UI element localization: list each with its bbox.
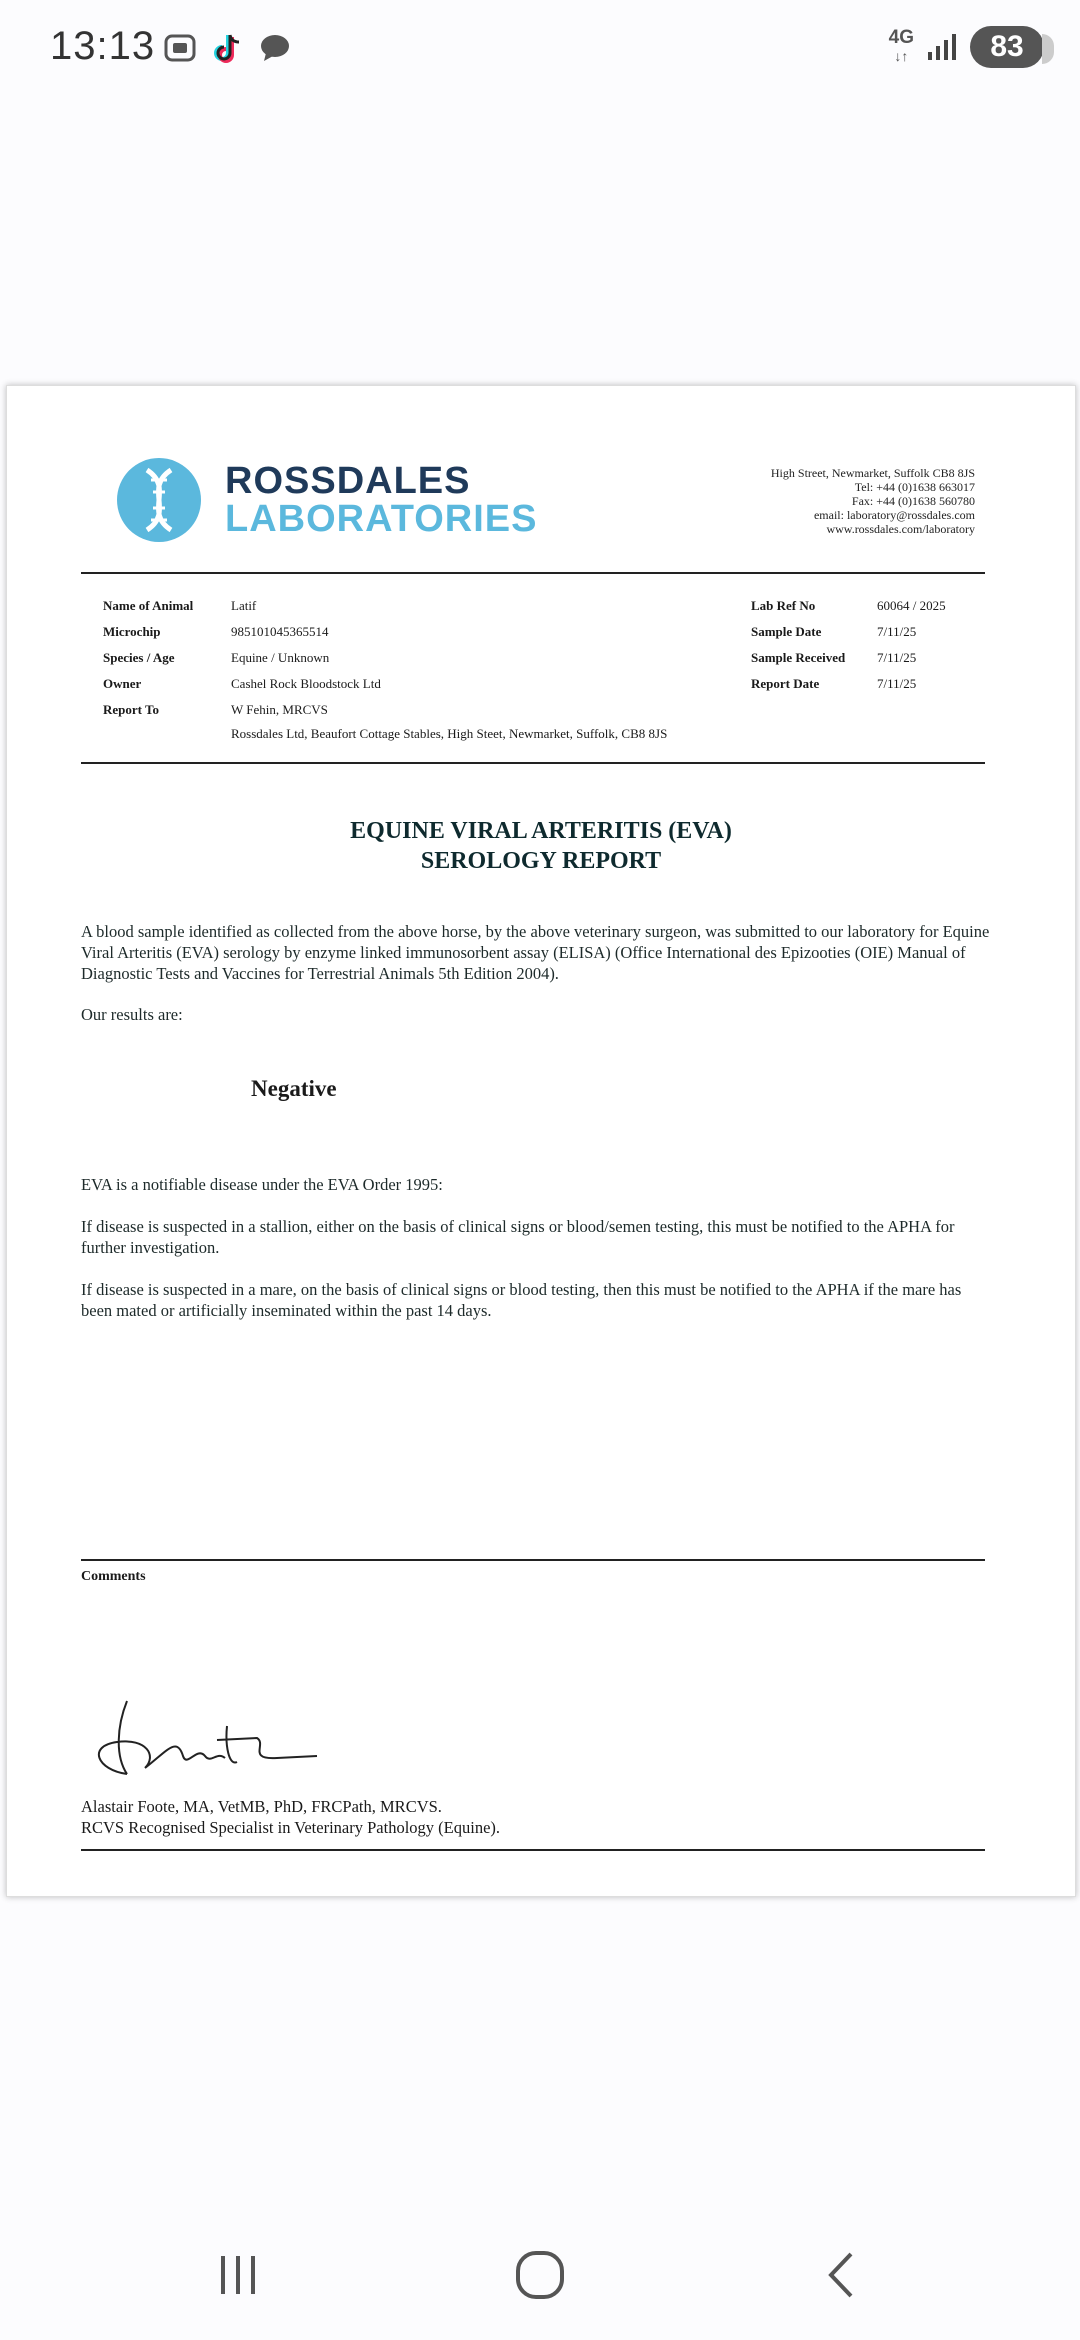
intro-paragraph: A blood sample identified as collected from the above horse, by the above veterinary surgeon, was submitted to our laboratory for Equine Viral Arteritis (EVA) serology by enzyme linked immunosorbent assay (ELISA) (Office International des Epizooties (OIE) Manual of Diagnostic Tests and Vaccines for Terrestrial Animals 5th Edition 2004). [81,922,990,983]
detail-value: 7/11/25 [877,624,917,639]
divider [81,572,985,574]
detail-value: 60064 / 2025 [877,598,946,613]
home-icon [512,2247,568,2303]
comments-label: Comments [81,1569,146,1584]
logo-line1: ROSSDALES [225,460,471,502]
signatory-name: Alastair Foote, MA, VetMB, PhD, FRCPath, MRCVS. [81,1797,442,1816]
tiktok-icon [210,30,246,66]
back-icon [817,2250,867,2300]
divider [81,1849,985,1851]
detail-value: 7/11/25 [877,650,917,665]
network-indicator [889,29,914,65]
signature-image [87,1696,327,1786]
detail-label: Lab Ref No [751,598,816,613]
title-line1: EQUINE VIRAL ARTERITIS (EVA) [350,818,732,844]
detail-value: W Fehin, MRCVS [231,702,328,717]
address-email: email: laboratory@rossdales.com [813,508,975,522]
logo-line2: LABORATORIES [225,498,538,540]
detail-value: Equine / Unknown [231,650,330,665]
title-line2: SEROLOGY REPORT [420,848,662,874]
report-title [7,816,1075,876]
detail-value: Cashel Rock Bloodstock Ltd [231,676,381,691]
detail-label: Owner [103,676,142,691]
recent-apps-button[interactable] [198,2240,278,2310]
address-website: www.rossdales.com/laboratory [826,522,975,536]
divider [81,762,985,764]
test-result: Negative [251,1076,337,1101]
address-street: High Street, Newmarket, Suffolk CB8 8JS [770,466,975,480]
report-document[interactable] [6,385,1076,1897]
stallion-note: If disease is suspected in a stallion, either on the basis of clinical signs or blood/semen testing, this must be notified to the APHA for further investigation. [81,1217,955,1257]
status-bar [0,0,1080,100]
dna-logo-icon [117,458,201,542]
mare-note: If disease is suspected in a mare, on the basis of clinical signs or blood testing, then this must be notified to the APHA if the mare has been mated or artificially inseminated within the past 14 days. [81,1280,962,1320]
detail-label: Sample Received [751,650,846,665]
home-button[interactable] [500,2240,580,2310]
detail-label: Report To [103,702,159,717]
results-intro: Our results are: [81,1005,183,1024]
clock: 13:13 [50,24,156,68]
lab-address [771,466,975,536]
chat-bubble-icon [258,31,292,65]
detail-label: Sample Date [751,624,822,639]
network-type: 4G [888,27,914,48]
report-to-address: Rossdales Ltd, Beaufort Cottage Stables, High Steet, Newmarket, Suffolk, CB8 8JS [231,726,668,741]
detail-label: Microchip [103,624,161,639]
back-button[interactable] [802,2240,882,2310]
address-fax: Fax: +44 (0)1638 560780 [851,494,975,508]
recent-apps-icon [213,2250,263,2300]
detail-value: 7/11/25 [877,676,917,691]
detail-label: Report Date [751,676,820,691]
signatory [81,1796,500,1838]
screenshot-icon [162,30,198,66]
system-indicators [889,26,1044,68]
divider [81,1559,985,1561]
notifiable-note: EVA is a notifiable disease under the EVA Order 1995: [81,1175,443,1194]
detail-label: Name of Animal [103,598,194,613]
signatory-title: RCVS Recognised Specialist in Veterinary Pathology (Equine). [81,1818,501,1837]
battery-indicator: 83 [970,26,1044,68]
notification-icons [162,30,292,66]
detail-value: Latif [231,598,257,613]
logo-wordmark [225,462,538,538]
rossdales-logo [117,458,538,542]
detail-label: Species / Age [103,650,175,665]
data-arrows-icon: ↓↑ [894,48,909,64]
signal-icon [928,34,956,60]
navigation-bar [0,2220,1080,2340]
detail-value: 985101045365514 [231,624,329,639]
address-tel: Tel: +44 (0)1638 663017 [854,480,975,494]
